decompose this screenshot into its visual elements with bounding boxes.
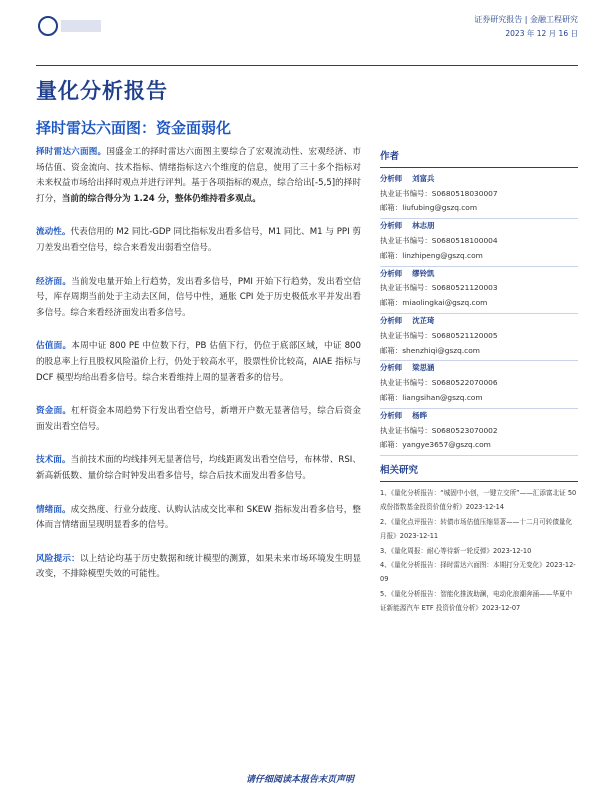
cert-label: 执业证书编号： <box>380 188 432 198</box>
email-label: 邮箱： <box>380 203 403 213</box>
email-label: 邮箱： <box>380 250 403 260</box>
analyst-name: 林志朋 <box>412 221 435 231</box>
sidebar <box>380 150 578 616</box>
section-technical <box>36 453 361 484</box>
analyst-name: 杨晔 <box>412 410 427 420</box>
gszq-logo <box>36 8 106 48</box>
section-label: 技术面。 <box>36 455 71 466</box>
section-risk <box>36 552 361 583</box>
cert-label: 执业证书编号： <box>380 283 432 293</box>
report-date: 2023 年 12 月 16 日 <box>505 29 578 38</box>
section-capital <box>36 404 361 435</box>
analyst-email[interactable]: liangsihan@gszq.com <box>402 392 483 402</box>
related-title: 相关研究 <box>380 464 578 482</box>
analyst-entry <box>380 267 578 314</box>
related-report-item[interactable]: 5、《量化分析报告：智能化推波助澜，电动化浪潮奔涌——华夏中证新能源汽车 ETF 投资价值分析》2023-12-07 <box>380 589 573 613</box>
analyst-entry <box>380 409 578 456</box>
section-text: 以上结论均基于历史数据和统计模型的测算，如果未来市场环境发生明显改变，不排除模型失效的可能性。 <box>36 553 361 580</box>
related-report-item[interactable]: 2、《量化点评报告：转债市场估值压缩显著——十二月可转债量化月报》2023-12-11 <box>380 517 573 541</box>
section-valuation <box>36 339 361 386</box>
analyst-email[interactable]: liufubing@gszq.com <box>402 203 478 213</box>
analyst-name: 梁思涵 <box>412 363 435 373</box>
section-liquidity <box>36 225 361 256</box>
section-sentiment <box>36 503 361 534</box>
email-label: 邮箱： <box>380 392 403 402</box>
section-label: 风险提示： <box>36 553 80 564</box>
section-text: 本周中证 800 PE 中位数下行，PB 估值下行，仍位于底部区域，中证 800 的股息率上行且股权风险溢价上行，仍处于较高水平，股票性价比较高，AIAE 指标与 DCF 模型均给出看多信号。综合来看维持上周的显著看多的信号。 <box>36 341 361 383</box>
analyst-email[interactable]: miaolingkai@gszq.com <box>402 298 488 308</box>
analyst-name: 沈芷琦 <box>412 315 435 325</box>
email-label: 邮箱： <box>380 440 403 450</box>
section-overview <box>36 145 361 207</box>
analyst-entry <box>380 219 578 266</box>
section-label: 情绪面。 <box>36 504 71 515</box>
analyst-label: 分析师 <box>380 268 403 278</box>
analyst-cert: S0680523070002 <box>431 425 498 435</box>
related-report-item[interactable]: 3、《量化周报：耐心等待新一轮反弹》2023-12-10 <box>380 546 532 555</box>
section-text: 当前发电量开始上行趋势，发出看多信号，PMI 开始下行趋势，发出看空信号，库存周期当前处于主动去区间，信号中性，通胀 CPI 处于历史极低水平并发出看多信号。综合来看经济面发出看多信号。 <box>36 276 361 318</box>
related-report-item[interactable]: 1、《量化分析报告：“城固中小创，一键立交所”——汇添富北证 50 成份指数基金投资价值分析》2023-12-14 <box>380 488 577 512</box>
analyst-label: 分析师 <box>380 315 403 325</box>
email-label: 邮箱： <box>380 298 403 308</box>
page-title: 量化分析报告 <box>36 79 168 103</box>
analyst-cert: S0680522070006 <box>431 378 498 388</box>
analyst-email[interactable]: yangye3657@gszq.com <box>402 440 491 450</box>
section-highlight: 当前的综合得分为 1.24 分，整体仍维持看多观点。 <box>61 193 261 204</box>
section-text: 杠杆资金本周趋势下行发出看空信号，新增开户数无显著信号，综合后资金面发出看空信号。 <box>36 406 361 432</box>
page-subtitle: 择时雷达六面图：资金面弱化 <box>36 119 232 137</box>
cert-label: 执业证书编号： <box>380 378 432 388</box>
email-label: 邮箱： <box>380 345 403 355</box>
section-text: 国盛金工的择时雷达六面图主要综合了宏观流动性、宏观经济、市场估值、资金流向、技术指标、情绪指标这六个维度的信息，使用了三十多个指标对未来权益市场给出择时观点并进行评判。基于各项指标的观点，综合给出[-5,5]的择时打分， <box>36 147 361 204</box>
analyst-cert: S0680521120003 <box>431 283 498 293</box>
analyst-name: 缪铃凯 <box>412 268 435 278</box>
analyst-cert: S0680518100004 <box>431 235 498 245</box>
section-economy <box>36 275 361 322</box>
section-text: 代表信用的 M2 同比-GDP 同比指标发出看多信号，M1 同比、M1 与 PPI 剪刀差发出看空信号，综合来看发出弱看空信号。 <box>36 227 361 253</box>
section-label: 流动性。 <box>36 227 71 238</box>
analyst-email[interactable]: shenzhiqi@gszq.com <box>402 345 480 355</box>
analyst-label: 分析师 <box>380 173 403 183</box>
analyst-list <box>380 172 578 456</box>
report-header <box>474 13 578 41</box>
analyst-cert: S0680521120005 <box>431 330 498 340</box>
section-label: 估值面。 <box>36 341 72 352</box>
cert-label: 执业证书编号： <box>380 425 432 435</box>
section-text: 当前技术面的均线排列无显著信号，均线距离发出看空信号，布林带、RSI、新高新低数、量价综合时钟发出看多信号，综合后技术面发出看多信号。 <box>36 455 361 481</box>
authors-title: 作者 <box>380 150 578 168</box>
analyst-email[interactable]: linzhipeng@gszq.com <box>402 250 483 260</box>
section-label: 资金面。 <box>36 406 72 417</box>
analyst-label: 分析师 <box>380 363 403 373</box>
cert-label: 执业证书编号： <box>380 235 432 245</box>
section-label: 择时雷达六面图。 <box>36 147 107 157</box>
analyst-name: 刘富兵 <box>412 173 435 183</box>
header-divider <box>36 65 578 66</box>
section-text: 成交热度、行业分歧度、认购认沽成交比率和 SKEW 指标发出看多信号，整体而言情绪面呈现明显看多的信号。 <box>36 504 361 531</box>
cert-label: 执业证书编号： <box>380 330 432 340</box>
related-report-item[interactable]: 4、《量化分析报告：择时雷达六面图：本期打分无变化》2023-12-09 <box>380 560 576 584</box>
footer-disclaimer: 请仔细阅读本报告末页声明 <box>245 775 354 785</box>
section-label: 经济面。 <box>36 276 72 287</box>
main-content <box>36 145 361 601</box>
analyst-label: 分析师 <box>380 221 403 231</box>
analyst-label: 分析师 <box>380 410 403 420</box>
related-report-list <box>380 486 578 616</box>
analyst-entry <box>380 361 578 408</box>
analyst-cert: S0680518030007 <box>431 188 498 198</box>
analyst-entry <box>380 314 578 361</box>
analyst-entry <box>380 172 578 219</box>
report-series: 证券研究报告 | 金融工程研究 <box>474 15 578 24</box>
